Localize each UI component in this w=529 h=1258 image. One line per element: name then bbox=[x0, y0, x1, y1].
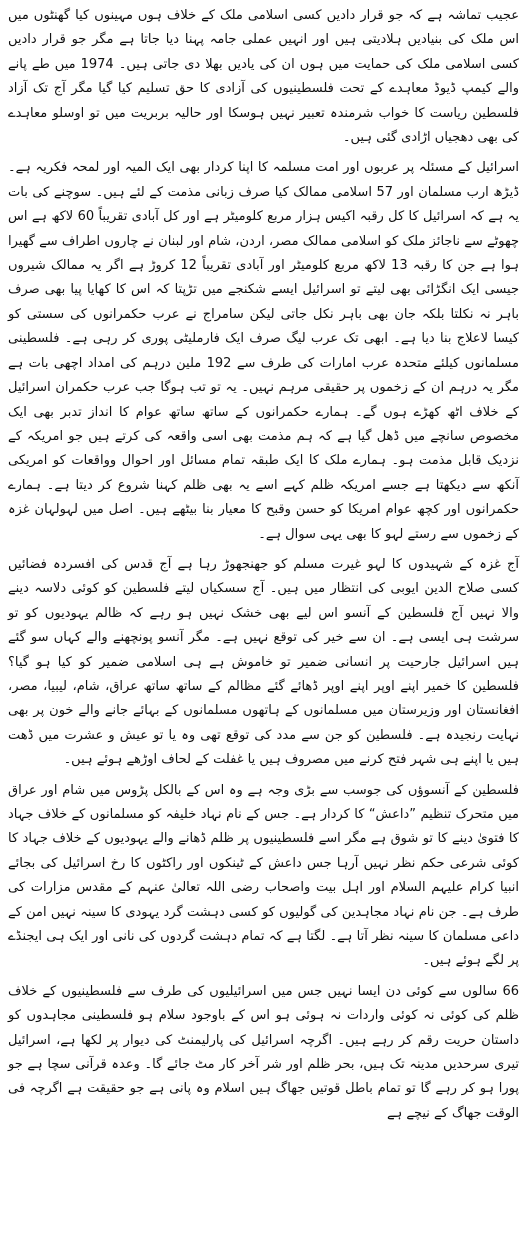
article-paragraph-2: اسرائیل کے مسئلہ پر عربوں اور امت مسلمہ کا اپنا کردار بھی ایک المیہ اور لمحہ فکریہ ہے۔ ڈیڑھ ارب مسلمان اور 57 اسلامی ممالک کیا صرف زبانی مذمت کے لئے ہیں۔ سوچنے کی بات یہ ہے کہ اسرائیل کا کل رقبہ اکیس ہزار مربع کلومیٹر ہے اور کل آبادی تقریباً 60 لاکھ ہے اس چھوٹے سے ناجائز ملک کو اسلامی ممالک مصر، اردن، شام اور لبنان نے چاروں اطراف سے گھیرا ہوا ہے جن کا رقبہ 13 لاکھ مربع کلومیٹر اور آبادی تقریباً 12 کروڑ ہے اگر یہ ممالک شیروں جیسی ایک انگڑائی بھی لیتے تو اسرائیل ایسے شکنجے میں تڑپتا کہ اس کا کھایا پیا بھی صرف باہر نہ نکلتا بلکہ جان بھی باہر نکل جاتی لیکن سامراج نے عرب حکمرانوں کی سستی کو کیسا لاعلاج بنا دیا ہے۔ ابھی تک عرب لیگ صرف ایک فارملیٹی پوری کر رہی ہے۔ فلسطینی مسلمانوں کیلئے متحدہ عرب امارات کی طرف سے 192 ملین درہم کی امداد اچھی بات ہے مگر یہ درہم ان کے زخموں پر حقیقی مرہم نہیں۔ یہ تو تب ہوگا جب عرب حکمران اسرائیل کے خلاف اٹھ کھڑے ہوں گے۔ ہمارے حکمرانوں کے ساتھ ساتھ عوام کا انداز تدبر بھی ایک مخصوص سانچے میں ڈھل گیا ہے کہ ہم مذمت بھی اسی واقعہ کی کرتے ہیں جو امریکہ کے نزدیک قابل مذمت ہو۔ ہمارے ملک کا ایک طبقہ تمام مسائل اور احوال وواقعات کو امریکی آنکھ سے دیکھتا ہے جسے امریکہ ظلم کہے اسے یہ بھی ظلم کہنا شروع کر دیتا ہے۔ ہمارے حکمرانوں اور کچھ عوام امریکا کو حسن وقبح کا معیار بنا بیٹھے ہیں۔ اصل میں لہولہان غزہ کے زخموں سے رستے لہو کا بھی یہی سوال ہے۔ bbox=[8, 160, 519, 542]
article-paragraph-5: 66 سالوں سے کوئی دن ایسا نہیں جس میں اسرائیلیوں کی طرف سے فلسطینیوں کے خلاف ظلم کی کوئی نہ کوئی واردات نہ ہوئی ہو اس کے باوجود سلام ہو فلسطینی مجاہدوں کو داستان حریت رقم کر رہے ہیں۔ اگرچہ اسرائیل کی پارلیمنٹ کی دیوار پر لکھا ہے، اسرائیل تیری سرحدیں مدینہ تک ہیں، بحر ظلم اور شر آخر کار مٹ جائے گا۔ وعدہ قرآنی سچا ہے جو پورا ہو کر رہے گا تو تمام باطل قوتیں جھاگ ہیں اسلام وہ پانی ہے جو حقیقت ہے اگرچہ فی الوقت جھاگ کے نیچے ہے bbox=[8, 983, 519, 1121]
article-paragraph-4: فلسطین کے آنسوؤں کی جوسب سے بڑی وجہ ہے وہ اس کے بالکل پڑوس میں شام اور عراق میں متحرک تنظیم ”داعش“ کا کردار ہے۔ جس کے نام نہاد خلیفہ کو مسلمانوں کے خلاف جہاد کا فتویٰ دینے کا تو شوق ہے مگر اسے فلسطینیوں پر ظلم ڈھانے والے یہودیوں کے خلاف جہاد کا کوئی شرعی حکم نظر نہیں آرہا جس داعش کے ٹینکوں اور راکٹوں کا رخ اسرائیل کی بجائے انبیا کرام علیہم السلام اور اہل بیت واصحاب رضی اللہ تعالیٰ عنہم کے مقدس مزارات کی طرف ہے۔ جن نام نہاد مجاہدین کی گولیوں کو کسی دہشت گرد یہودی کا سینہ نہیں امن کے داعی مسلمان کا سینہ نظر آتا ہے۔ لگتا ہے کہ تمام دہشت گردوں کی نانی اور ایک ہی ایجنڈے پر لگے ہوئے ہیں۔ bbox=[8, 782, 519, 969]
article-paragraph-3: آج غزہ کے شہیدوں کا لہو غیرت مسلم کو جھنجھوڑ رہا ہے آج قدس کی افسردہ فضائیں کسی صلاح الدین ایوبی کی انتظار میں ہیں۔ آج سسکیاں لیتے فلسطین کو کوئی دلاسہ دینے والا نہیں آج فلسطین کے آنسو اس لیے بھی خشک نہیں ہو رہے کہ ظالم یہودیوں کو تو سرشت ہی ایسی ہے۔ ان سے خیر کی توقع نہیں ہے۔ مگر آنسو پونچھنے والے کہاں سو گئے ہیں اسرائیل جارحیت پر انسانی ضمیر تو خاموش ہے ہی اسلامی ضمیر کو کیا ہو گیا؟ فلسطین کا خمیر اپنے اوپر اپنے اوپر ڈھائے گئے مظالم کے ساتھ ساتھ عراق، شام، لیبیا، مصر، افغانستان اور وزیرستان میں مسلمانوں کے ہاتھوں مسلمانوں کے بہائے جانے والے خون پر بھی نہایت رنجیدہ ہے۔ فلسطین کو جن سے مدد کی توقع تھی وہ یا تو عیش و عشرت میں ڈھت ہیں یا اپنے ہی شہر فتح کرنے میں مصروف ہیں یا غفلت کے لحاف اوڑھے ہوئے ہیں۔ bbox=[8, 556, 519, 768]
article-paragraph-1: عجیب تماشہ ہے کہ جو قرار دادیں کسی اسلامی ملک کے خلاف ہوں مہینوں کیا گھنٹوں میں اس ملک کی بنیادیں ہلادیتی ہیں اور انہیں عملی جامہ پہنا دیا جاتا ہے مگر جو قرار دادیں کسی اسلامی ملک کی حمایت میں ہوں ان کی یادیں بھلا دی جاتی ہیں۔ 1974 میں طے پانے والے کیمپ ڈیوڈ معاہدے کے تحت فلسطینیوں کی آزادی کا حق تسلیم کیا گیا مگر آج تک آزاد فلسطین ریاست کا خواب شرمندہ تعبیر نہیں ہوسکا اور حالیہ بربریت میں تو اوسلو معاہدے کی بھی دھجیاں اڑادی گئی ہیں۔ bbox=[8, 8, 519, 146]
